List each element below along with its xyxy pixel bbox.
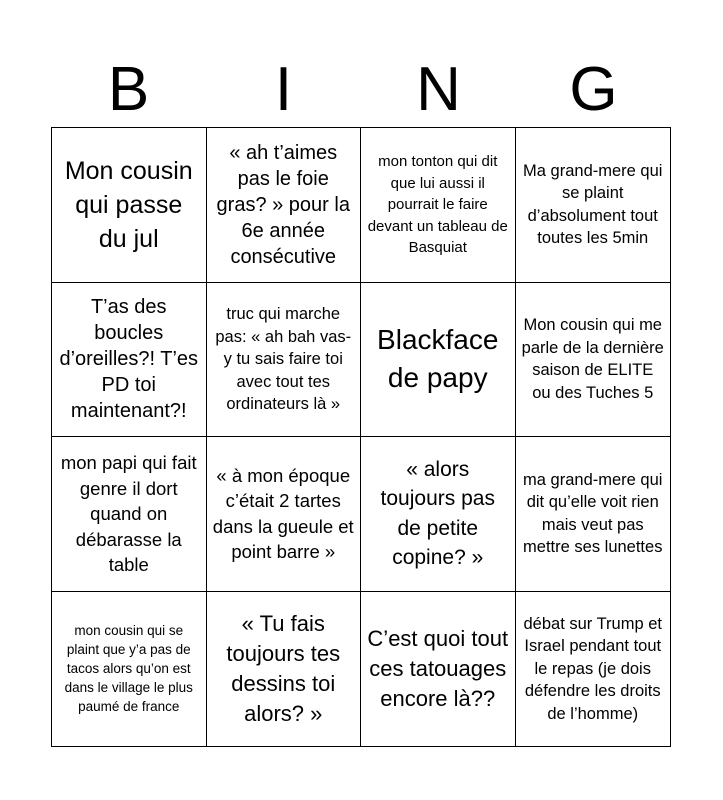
bingo-cell-r1-c2 xyxy=(207,128,362,283)
bingo-grid xyxy=(51,127,671,747)
bingo-cell-r4-c2 xyxy=(207,592,362,747)
header-letter-b: B xyxy=(107,55,150,124)
bingo-cell-r1-c1 xyxy=(52,128,207,283)
bingo-cell-text: mon tonton qui dit que lui aussi il pourrait le faire devant un tableau de Basquiat xyxy=(367,153,508,256)
bingo-cell-r4-c3 xyxy=(361,592,516,747)
bingo-cell-text: mon papi qui fait genre il dort quand on débarasse la table xyxy=(60,452,197,575)
bingo-cell-text: Blackface de papy xyxy=(377,324,499,394)
bingo-cell-text: C’est quoi tout ces tatouages encore là?? xyxy=(367,625,509,711)
bingo-header xyxy=(51,52,671,128)
bingo-cell-text: T’as des boucles d’oreilles?! T’es PD toi maintenant?! xyxy=(59,296,199,423)
bingo-cell-text: truc qui marche pas: « ah bah vas-y tu sais faire toi avec tout tes ordinateurs là » xyxy=(215,305,352,413)
bingo-cell-text: « ah t’aimes pas le foie gras? » pour la 6e année consécutive xyxy=(216,141,350,268)
bingo-cell-text: débat sur Trump et Israel pendant tout le repas (je dois défendre les droits de l’homme) xyxy=(523,614,662,723)
bingo-cell-r1-c4 xyxy=(516,128,671,283)
header-letter-i: I xyxy=(274,55,293,124)
bingo-cell-text: ma grand-mere qui dit qu’elle voit rien mais veut pas mettre ses lunettes xyxy=(523,470,663,557)
bingo-cell-r3-c2 xyxy=(207,437,362,592)
bingo-cell-r3-c3 xyxy=(361,437,516,592)
bingo-cell-text: mon cousin qui se plaint que y’a pas de tacos alors qu’on est dans le village le plus paumé de france xyxy=(64,623,193,715)
bingo-cell-r4-c4 xyxy=(516,592,671,747)
bingo-cell-r2-c4 xyxy=(516,283,671,438)
bingo-cell-text: « Tu fais toujours tes dessins toi alors? » xyxy=(226,610,341,726)
header-letter-n: N xyxy=(416,55,461,124)
bingo-cell-r2-c3 xyxy=(361,283,516,438)
bingo-cell-text: Mon cousin qui passe du jul xyxy=(64,156,193,253)
bingo-cell-r3-c1 xyxy=(52,437,207,592)
bingo-cell-r3-c4 xyxy=(516,437,671,592)
bingo-cell-text: Ma grand-mere qui se plaint d’absolument tout toutes les 5min xyxy=(523,161,663,248)
bingo-cell-r2-c1 xyxy=(52,283,207,438)
bingo-cell-r2-c2 xyxy=(207,283,362,438)
bingo-cell-text: Mon cousin qui me parle de la dernière saison de ELITE ou des Tuches 5 xyxy=(521,316,664,402)
header-letter-g: G xyxy=(569,55,618,124)
bingo-cell-text: « alors toujours pas de petite copine? » xyxy=(380,457,495,570)
bingo-cell-r1-c3 xyxy=(361,128,516,283)
bingo-cell-text: « à mon époque c’était 2 tartes dans la gueule et point barre » xyxy=(212,464,354,563)
bingo-cell-r4-c1 xyxy=(52,592,207,747)
